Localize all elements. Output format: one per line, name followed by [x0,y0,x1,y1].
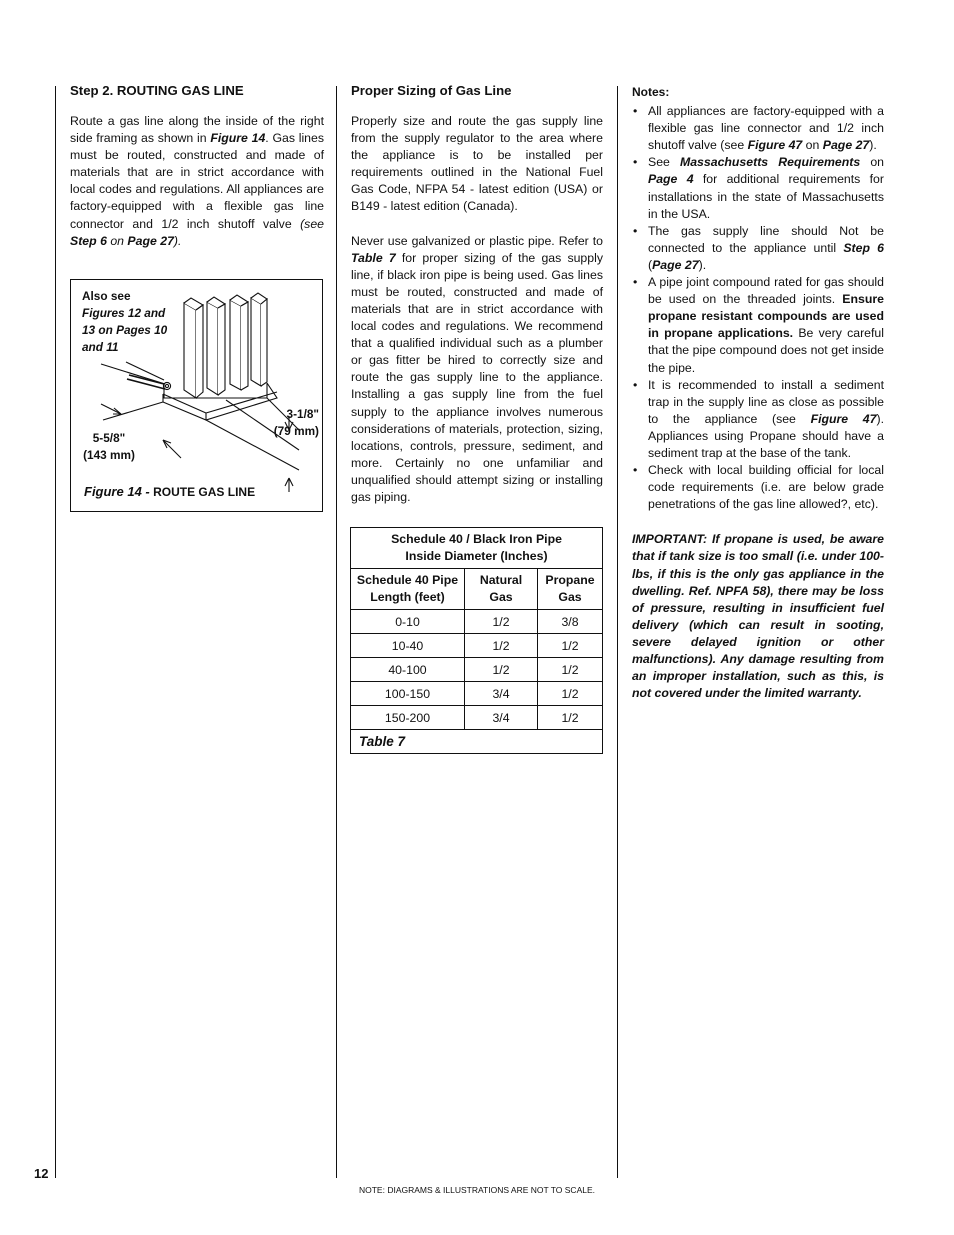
dimension-5-5-8: 5-5/8" (143 mm) [83,431,135,462]
table-row: 150-200 3/4 1/2 [351,706,603,730]
list-item: • It is recommended to install a sediment trap in the supply line as close as possible to the appliance (see Figure 47). Appliances using Propane should have a sediment trap at the base of the tank. [648,377,884,462]
column-rule-left [55,86,56,1178]
dimension-3-1-8: 3-1/8" (79 mm) [273,407,319,438]
list-item: • Check with local building official for local code requirements (i.e. are below grade penetrations of the gas line allowed?, etc). [648,462,884,513]
page-27-ref: Page 27 [127,233,174,248]
figure-14-ref: Figure 14 [210,131,266,146]
table-title: Schedule 40 / Black Iron Pipe Inside Diameter (Inches) [351,528,603,569]
sizing-paragraph-1: Properly size and route the gas supply line from the supply regulator to the area where the appliance is to be installed per requirements outlined in the National Fuel Gas Code, NFPA 54 - latest edition (USA) or B149 - latest edition (Canada). [351,114,603,214]
list-item: • The gas supply line should Not be connected to the appliance until Step 6 (Page 27). [648,223,884,274]
header-natural-gas: Natural Gas [465,569,538,610]
table-row: 10-40 1/2 1/2 [351,634,603,658]
pipe-sizing-table [350,527,603,754]
table-7-ref: Table 7 [351,250,396,265]
list-item: • See Massachusetts Requirements on Page 4 for additional requirements for installations in the state of Massachusetts in the USA. [648,154,884,222]
figure-14 [70,279,323,512]
also-see-label: Also see Figures 12 and 13 on Pages 10 and 11 [82,288,177,356]
step-6-ref: Step 6 [70,233,107,248]
column-sizing [351,82,603,506]
column-routing [70,82,324,250]
column-rule-right [617,86,618,1178]
table-row: 0-10 1/2 3/8 [351,610,603,634]
list-item: • A pipe joint compound rated for gas should be used on the threaded joints. Ensure propane resistant compounds are used in propane applications. Be very careful that the pipe compound does not get inside the pipe. [648,274,884,377]
sizing-paragraph-2: Never use galvanized or plastic pipe. Refer to Table 7 for proper sizing of the gas supply line, if black iron pipe is being used. Gas lines must be routed, constructed and made of materials that are in strict accordance with local codes and regulations. We recommend that a qualified individual such as a plumber or gas fitter be hired to correctly size and route the gas supply line to the appliance. Installing a gas supply line from the fuel supply to the appliance involves numerous considerations of materials, protection, sizing, locations, controls, pressure, sediment, and more. Certainly no one unfamiliar and unqualified should attempt sizing or installing gas piping. [351,233,603,504]
routing-paragraph: Route a gas line along the inside of the right side framing as shown in Figure 14. Gas lines must be routed, constructed and made of materials that are in strict accordance with local codes and regulations. All appliances are factory-equipped with a flexible gas line connector and 1/2 inch shutoff valve (see Step 6 on Page 27). [70,114,325,248]
column-rule-middle [336,86,337,1178]
table-caption: Table 7 [351,730,603,754]
page-number: 12 [34,1166,49,1181]
table-row: 40-100 1/2 1/2 [351,658,603,682]
column-notes [632,84,884,702]
header-pipe-length: Schedule 40 Pipe Length (feet) [351,569,465,610]
notes-title: Notes: [632,85,670,99]
figure-references: Figures 12 and 13 on Pages 10 and 11 [82,306,168,354]
notes-list [632,103,884,513]
footer-note: NOTE: DIAGRAMS & ILLUSTRATIONS ARE NOT TO SCALE. [358,1185,595,1195]
sizing-heading: Proper Sizing of Gas Line [351,83,512,98]
list-item: • All appliances are factory-equipped with a flexible gas line connector and 1/2 inch shutoff valve (see Figure 47 on Page 27). [648,103,884,154]
header-propane-gas: Propane Gas [538,569,603,610]
routing-heading: Step 2. ROUTING GAS LINE [70,83,244,98]
figure-14-caption: Figure 14 - ROUTE GAS LINE [84,484,256,499]
table-row: 100-150 3/4 1/2 [351,682,603,706]
important-warning: IMPORTANT: If propane is used, be aware that if tank size is too small (i.e. under 100-lbs, if this is the only gas appliance in the dwelling. Ref. NPFA 58), there may be loss of pressure, resulting in insufficient fuel delivery (which can result in sooting, severe delayed ignition or other malfunctions). Any damage resulting from an improper installation, such as this, is not covered under the limited warranty. [632,532,884,701]
